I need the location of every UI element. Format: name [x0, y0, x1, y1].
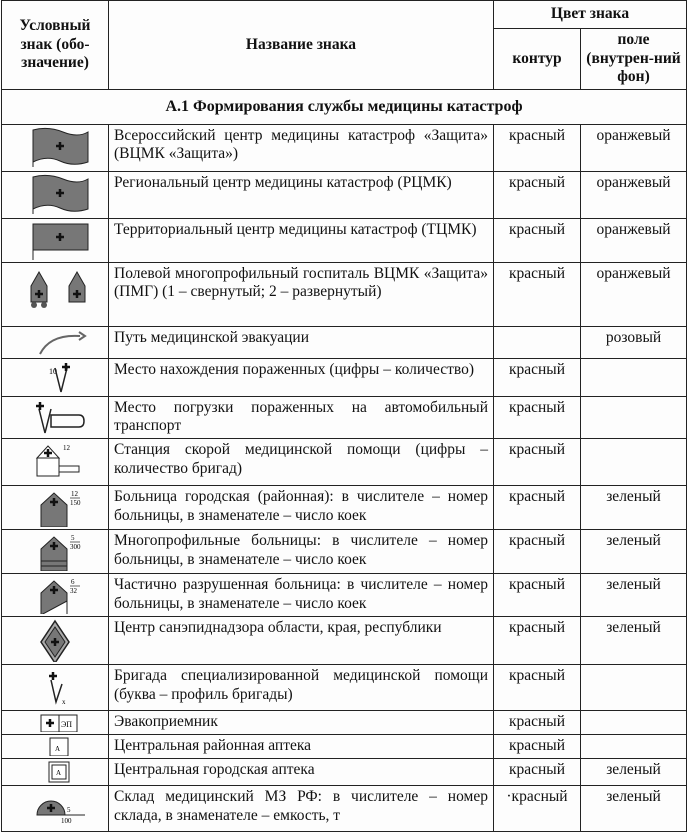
table-row	[2, 616, 687, 664]
fill-color	[581, 438, 687, 485]
outline-color: красный	[494, 358, 581, 396]
fill-color: розовый	[581, 326, 687, 358]
outline-color: красный	[494, 573, 581, 616]
flag-wavy-icon	[2, 171, 109, 218]
outline-color: красный	[494, 710, 581, 734]
flag-icon	[2, 218, 109, 262]
sign-name: Бригада специализированной медицинской помощи (буква – профиль бригады)	[109, 664, 494, 710]
fill-color	[581, 396, 687, 438]
header-name: Название знака	[109, 1, 494, 90]
sign-name: Полевой многопрофильный госпиталь ВЦМК «Защита» (ПМГ) (1 – свернутый; 2 – развернутый)	[109, 262, 494, 326]
svg-text:ЭП: ЭП	[61, 720, 73, 730]
field-hospital-icon	[2, 262, 109, 326]
city-pharmacy-icon	[2, 758, 109, 785]
svg-text:А: А	[55, 745, 61, 754]
symbols-table	[1, 0, 687, 832]
outline-color: красный	[494, 124, 581, 171]
fill-color	[581, 664, 687, 710]
outline-color: красный	[494, 664, 581, 710]
table-row	[2, 218, 687, 262]
outline-color: красный	[494, 485, 581, 529]
table-row	[2, 529, 687, 573]
table-row	[2, 262, 687, 326]
sign-name: Частично разрушенная больница: в числителе – номер больницы, в знаменателе – число коек	[109, 573, 494, 616]
sign-name: Региональный центр медицины катастроф (РЦМК)	[109, 171, 494, 218]
sign-name: Путь медицинской эвакуации	[109, 326, 494, 358]
table-row	[2, 710, 687, 734]
fill-color: оранжевый	[581, 124, 687, 171]
fill-color: оранжевый	[581, 171, 687, 218]
svg-text:32: 32	[70, 587, 77, 596]
section-title: А.1 Формирования службы медицины катастроф	[2, 89, 687, 124]
sign-name: Склад медицинский МЗ РФ: в числителе – номер склада, в знаменателе – емкость, т	[109, 785, 494, 831]
fill-color: зеленый	[581, 616, 687, 664]
sign-name: Больница городская (районная): в числителе – номер больницы, в знаменателе – число коек	[109, 485, 494, 529]
sign-name: Центральная районная аптека	[109, 734, 494, 758]
warehouse-icon	[2, 785, 109, 831]
fill-color: зеленый	[581, 485, 687, 529]
pharmacy-icon	[2, 734, 109, 758]
sign-name: Место нахождения пораженных (цифры – количество)	[109, 358, 494, 396]
sign-name: Территориальный центр медицины катастроф (ТЦМК)	[109, 218, 494, 262]
svg-text:12: 12	[63, 444, 70, 453]
header-symbol: Условный знак (обо-значение)	[2, 1, 109, 90]
sign-name: Многопрофильные больницы: в числителе – номер больницы, в знаменателе – число коек	[109, 529, 494, 573]
svg-text:5: 5	[71, 534, 75, 543]
evac-receiver-icon	[2, 710, 109, 734]
sign-name: Станция скорой медицинской помощи (цифры – количество бригад)	[109, 438, 494, 485]
table-row	[2, 785, 687, 831]
hospital-icon	[2, 485, 109, 529]
arrow-path-icon	[2, 326, 109, 358]
outline-color: красный	[494, 758, 581, 785]
diamond-icon	[2, 616, 109, 664]
header-color: Цвет знака	[494, 1, 687, 29]
fill-color: оранжевый	[581, 262, 687, 326]
icon-label: 10	[49, 367, 57, 377]
brigade-icon	[2, 664, 109, 710]
fill-color: зеленый	[581, 785, 687, 831]
outline-color: красный	[494, 438, 581, 485]
table-row	[2, 485, 687, 529]
svg-text:150: 150	[70, 499, 81, 508]
table-row	[2, 758, 687, 785]
svg-text:x: x	[62, 698, 66, 707]
flag-wavy-icon	[2, 124, 109, 171]
multi-hospital-icon	[2, 529, 109, 573]
fill-color	[581, 734, 687, 758]
fill-color: зеленый	[581, 758, 687, 785]
sign-name: Всероссийский центр медицины катастроф «Защита» (ВЦМК «Защита»)	[109, 124, 494, 171]
svg-text:6: 6	[71, 578, 75, 587]
table-row	[2, 664, 687, 710]
fill-color: зеленый	[581, 529, 687, 573]
header-fill: поле (внутрен-ний фон)	[581, 29, 687, 90]
header-outline: контур	[494, 29, 581, 90]
svg-text:А: А	[56, 769, 62, 778]
outline-color: красный	[494, 262, 581, 326]
outline-color: красный	[494, 171, 581, 218]
outline-color: красный	[494, 396, 581, 438]
table-row	[2, 171, 687, 218]
table-row	[2, 326, 687, 358]
outline-color	[494, 326, 581, 358]
table-row	[2, 734, 687, 758]
table-row	[2, 124, 687, 171]
svg-text:5: 5	[67, 806, 71, 815]
fill-color: оранжевый	[581, 218, 687, 262]
outline-color: красный	[494, 734, 581, 758]
casualties-icon	[2, 358, 109, 396]
table-row	[2, 358, 687, 396]
fill-color: зеленый	[581, 573, 687, 616]
svg-text:100: 100	[61, 817, 72, 826]
loading-icon	[2, 396, 109, 438]
outline-color: красный	[494, 529, 581, 573]
fill-color	[581, 358, 687, 396]
svg-text:300: 300	[70, 543, 81, 552]
damaged-hospital-icon	[2, 573, 109, 616]
fill-color	[581, 710, 687, 734]
ambulance-station-icon	[2, 438, 109, 485]
sign-name: Центр санэпиднадзора области, края, республики	[109, 616, 494, 664]
svg-text:12: 12	[71, 490, 78, 499]
sign-name: Центральная городская аптека	[109, 758, 494, 785]
table-row	[2, 396, 687, 438]
outline-color: ·красный	[494, 785, 581, 831]
outline-color: красный	[494, 218, 581, 262]
outline-color: красный	[494, 616, 581, 664]
sign-name: Эвакоприемник	[109, 710, 494, 734]
sign-name: Место погрузки пораженных на автомобильный транспорт	[109, 396, 494, 438]
table-row	[2, 438, 687, 485]
table-row	[2, 573, 687, 616]
